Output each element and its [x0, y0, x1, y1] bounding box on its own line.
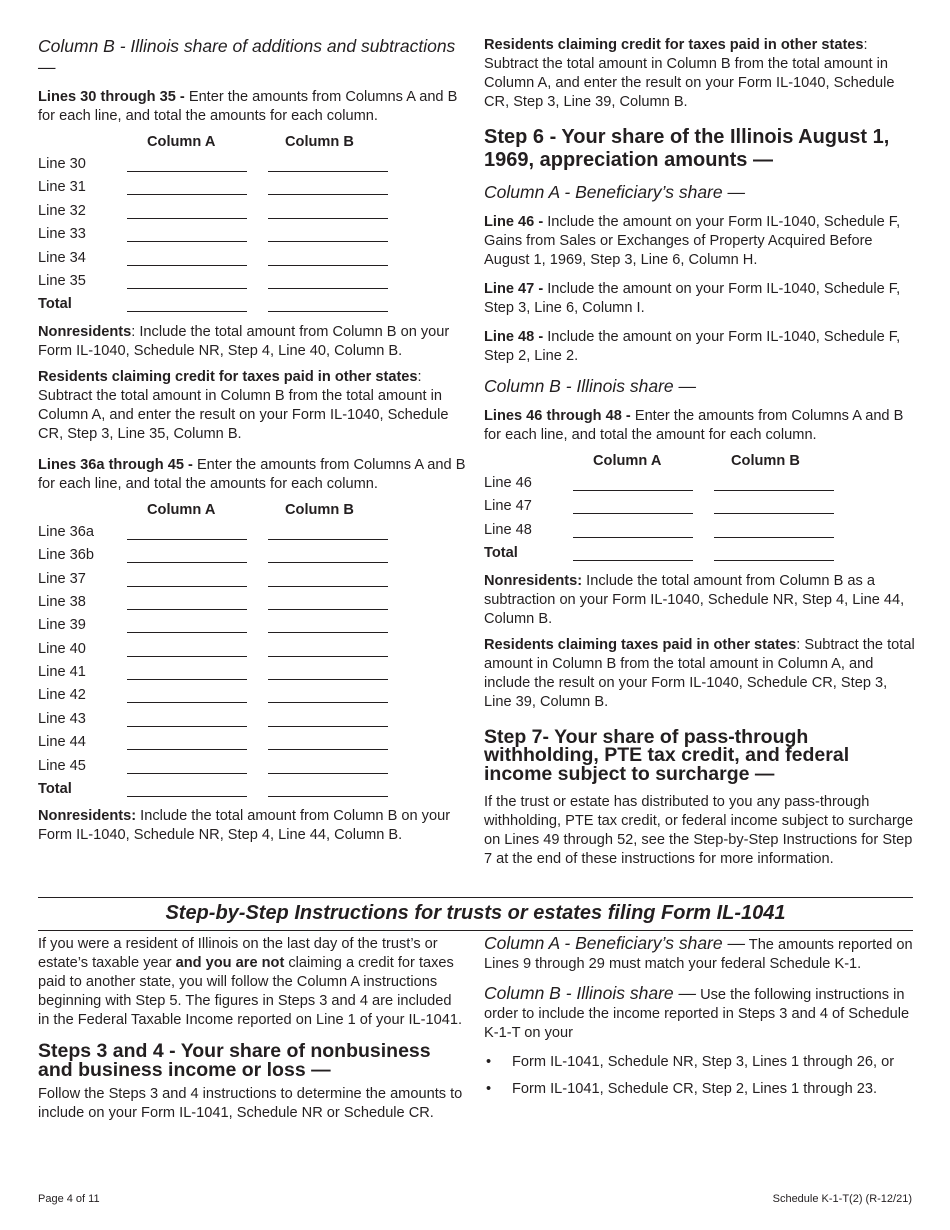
text: If you were a resident of Illinois on the last day of the trust’s or estate’s taxable year — [38, 936, 438, 971]
table-row — [484, 521, 916, 544]
text: Include the total amount from Column B on your Form IL-1040, Schedule NR, Step 4, Line 44, Column B. — [38, 808, 451, 844]
lines-30-35-instructions — [38, 88, 466, 126]
lead: Lines 30 through 35 - — [38, 89, 185, 105]
column-b-heading: Column B - Illinois share of additions and subtractions — — [38, 36, 456, 77]
line-label: Line 35 — [38, 272, 86, 289]
lead: Residents claiming credit for taxes paid in other states — [484, 37, 864, 53]
column-a-instructions — [484, 934, 916, 974]
line-label: Line 36a — [38, 523, 94, 540]
column-a-blank[interactable] — [127, 171, 247, 172]
section-title: Step-by-Step Instructions for trusts or estates filing Form IL-1041 — [38, 897, 913, 931]
column-a-blank[interactable] — [127, 218, 247, 219]
column-b-blank[interactable] — [268, 241, 388, 242]
table-row — [38, 225, 466, 248]
column-a-header: Column A — [593, 453, 662, 469]
lead: Nonresidents — [38, 323, 132, 340]
table-row — [38, 178, 466, 201]
text: The amounts reported on Lines 9 through 29 must match your federal Schedule K-1. — [484, 937, 913, 972]
emphasis: and you are not — [175, 955, 285, 971]
table-row — [38, 155, 466, 178]
residents-note — [38, 368, 466, 444]
text: : Subtract the total amount in Column B from the total amount in Column A, and enter the result on your Form IL-1040, Schedule CR, Step 3, Line 39, Column B. — [484, 37, 895, 110]
column-b-blank[interactable] — [268, 562, 388, 563]
column-a-blank[interactable] — [573, 490, 693, 491]
column-b-blank[interactable] — [268, 265, 388, 266]
table-header — [38, 133, 466, 155]
table-row — [38, 780, 466, 803]
column-a-blank[interactable] — [127, 656, 247, 657]
lead: Line 46 - — [484, 214, 544, 230]
line-label: Total — [38, 781, 72, 798]
step-6-heading: Step 6 - Your share of the Illinois August 1, 1969, appreciation amounts — — [484, 126, 890, 171]
line-label: Total — [484, 545, 518, 562]
line-label: Line 34 — [38, 249, 86, 266]
column-b-blank[interactable] — [268, 656, 388, 657]
list-item: • Form IL-1041, Schedule NR, Step 3, Lines 1 through 26, or — [484, 1053, 916, 1072]
table-row — [38, 616, 466, 639]
column-a-blank[interactable] — [127, 773, 247, 774]
text: Enter the amounts from Columns A and B for each line, and total the amount for each column. — [484, 408, 904, 443]
lead: Lines 46 through 48 - — [484, 408, 631, 424]
line-label: Total — [38, 296, 72, 313]
table-row — [38, 757, 466, 780]
table-row — [38, 733, 466, 756]
lead: Nonresidents: — [38, 808, 137, 825]
column-b-blank[interactable] — [714, 537, 834, 538]
table-row — [484, 474, 916, 497]
nonresidents-note — [38, 323, 466, 361]
column-a-heading: Column A - Beneficiary’s share — — [484, 182, 745, 202]
lead: Line 47 - — [484, 281, 544, 297]
table-row — [38, 523, 466, 546]
column-b-blank[interactable] — [268, 702, 388, 703]
lines-46-48-instructions — [484, 407, 916, 445]
column-a-blank[interactable] — [573, 513, 693, 514]
text: : Subtract the total amount in Column B from the total amount in Column A, and include the result on your Form IL-1040, Schedule CR, Step 3, Line 39, Column B. — [484, 636, 915, 710]
line-label: Line 38 — [38, 593, 86, 610]
line-label: Line 40 — [38, 640, 86, 657]
residents-note-2 — [484, 636, 916, 712]
column-b-blank[interactable] — [268, 218, 388, 219]
line-label: Line 48 — [484, 521, 532, 538]
bottom-right-column — [484, 934, 916, 1107]
table-row — [38, 295, 466, 318]
lines-30-35-table — [38, 133, 466, 319]
column-a-header: Column A — [147, 134, 216, 150]
step-7-heading: Step 7- Your share of pass-through withholding, PTE tax credit, and federal income subject to surcharge — — [484, 725, 850, 785]
right-column — [484, 36, 916, 876]
text: : Subtract the total amount in Column B from the total amount in Column A, and enter the result on your Form IL-1040, Schedule CR, Step 3, Line 35, Column B. — [38, 368, 449, 442]
column-b-blank[interactable] — [714, 490, 834, 491]
lines-46-48-table — [484, 452, 916, 568]
line-label: Line 33 — [38, 226, 86, 243]
nonresidents-note — [484, 572, 916, 629]
column-b-blank[interactable] — [268, 749, 388, 750]
column-a-blank[interactable] — [573, 537, 693, 538]
column-b-blank[interactable] — [268, 796, 388, 797]
line-46-instructions — [484, 213, 916, 270]
column-a-blank[interactable] — [127, 609, 247, 610]
text: Include the amount on your Form IL-1040, Schedule F, Gains from Sales or Exchanges of Property Acquired Before August 1, 1969, Step 3, Line 6, Column H. — [484, 214, 901, 268]
table-row — [38, 202, 466, 225]
intro-text — [38, 935, 463, 1030]
table-row — [38, 593, 466, 616]
form-identifier: Schedule K-1-T(2) (R-12/21) — [772, 1193, 912, 1205]
text: Enter the amounts from Columns A and B for each line, and total the amounts for each column. — [38, 456, 466, 492]
table-row — [484, 497, 916, 520]
table-row — [484, 544, 916, 567]
line-label: Line 44 — [38, 734, 86, 751]
column-b-blank[interactable] — [268, 726, 388, 727]
table-header — [38, 501, 466, 523]
table-row — [38, 272, 466, 295]
lead: Column B - Illinois share — — [484, 983, 697, 1003]
line-label: Line 47 — [484, 498, 532, 515]
column-a-blank[interactable] — [127, 194, 247, 195]
lead: Column A - Beneficiary’s share — — [484, 933, 745, 953]
column-a-blank[interactable] — [127, 241, 247, 242]
column-b-header: Column B — [285, 501, 354, 518]
text: : Include the total amount from Column B on your Form IL-1040, Schedule NR, Step 4, Line 40, Column B. — [38, 323, 450, 359]
text: Enter the amounts from Columns A and B for each line, and total the amounts for each column. — [38, 89, 458, 124]
line-label: Line 42 — [38, 687, 86, 704]
page-number: Page 4 of 11 — [38, 1193, 100, 1205]
residents-note — [484, 36, 916, 112]
column-a-blank[interactable] — [127, 539, 247, 540]
text: Use the following instructions in order to include the income reported in Steps 3 and 4 of Schedule K-1-T on your — [484, 987, 910, 1041]
column-b-blank[interactable] — [268, 194, 388, 195]
lead: Line 48 - — [484, 329, 544, 345]
line-label: Line 37 — [38, 570, 86, 587]
table-row — [38, 710, 466, 733]
column-b-blank[interactable] — [268, 171, 388, 172]
line-label: Line 39 — [38, 617, 86, 634]
text: Include the total amount from Column B as a subtraction on your Form IL-1040, Schedule NR, Step 4, Line 44, Column B. — [484, 572, 905, 627]
lead: Residents claiming credit for taxes paid in other states — [38, 368, 418, 385]
lead: Lines 36a through 45 - — [38, 456, 193, 473]
column-b-blank[interactable] — [268, 632, 388, 633]
nonresidents-note-2 — [38, 807, 466, 845]
line-label: Line 31 — [38, 179, 86, 196]
text: claiming a credit for taxes paid to another state, you will follow the Column A instructions beginning with Step 5. The figures in Steps 3 and 4 are included in the Federal Taxable Income reported on Line 1 of your IL-1041. — [38, 955, 463, 1028]
line-label: Line 36b — [38, 547, 94, 564]
column-b-instructions — [484, 984, 916, 1043]
column-a-blank[interactable] — [127, 702, 247, 703]
lead: Residents claiming taxes paid in other states — [484, 636, 797, 653]
table-row — [38, 640, 466, 663]
table-row — [38, 663, 466, 686]
column-a-blank[interactable] — [127, 749, 247, 750]
text: Include the amount on your Form IL-1040, Schedule F, Step 3, Line 6, Column I. — [484, 281, 901, 316]
line-label: Line 45 — [38, 757, 86, 774]
column-b-header: Column B — [731, 453, 800, 469]
list-item: • Form IL-1041, Schedule CR, Step 2, Lines 1 through 23. — [484, 1080, 916, 1099]
column-b-header: Column B — [285, 134, 354, 150]
lead: Nonresidents: — [484, 572, 583, 589]
steps-3-4-text: Follow the Steps 3 and 4 instructions to determine the amounts to include on your Form IL-1041, Schedule NR or Schedule CR. — [38, 1086, 463, 1121]
table-row — [38, 249, 466, 272]
column-a-blank[interactable] — [127, 796, 247, 797]
column-a-blank[interactable] — [127, 679, 247, 680]
column-b-blank[interactable] — [268, 679, 388, 680]
line-47-instructions — [484, 280, 916, 318]
column-b-blank[interactable] — [268, 311, 388, 312]
table-header — [484, 452, 916, 474]
table-row — [38, 546, 466, 569]
column-b-blank[interactable] — [714, 560, 834, 561]
line-label: Line 43 — [38, 710, 86, 727]
lines-36a-45-instructions — [38, 456, 466, 494]
column-a-blank[interactable] — [127, 562, 247, 563]
lines-36a-45-table — [38, 501, 466, 804]
table-row — [38, 570, 466, 593]
column-a-blank[interactable] — [127, 265, 247, 266]
column-a-blank[interactable] — [127, 726, 247, 727]
line-label: Line 30 — [38, 156, 86, 172]
text: Include the amount on your Form IL-1040, Schedule F, Step 2, Line 2. — [484, 329, 901, 364]
column-a-blank[interactable] — [573, 560, 693, 561]
column-b-blank[interactable] — [268, 773, 388, 774]
line-label: Line 32 — [38, 202, 86, 219]
column-b-blank[interactable] — [268, 288, 388, 289]
column-a-blank[interactable] — [127, 586, 247, 587]
column-a-blank[interactable] — [127, 311, 247, 312]
column-b-blank[interactable] — [268, 609, 388, 610]
line-label: Line 46 — [484, 475, 532, 491]
column-b-heading: Column B - Illinois share — — [484, 376, 697, 396]
column-a-blank[interactable] — [127, 288, 247, 289]
form-list — [484, 1053, 916, 1099]
column-b-blank[interactable] — [714, 513, 834, 514]
column-b-blank[interactable] — [268, 586, 388, 587]
left-column — [38, 36, 466, 852]
line-label: Line 41 — [38, 664, 86, 681]
column-b-blank[interactable] — [268, 539, 388, 540]
column-a-blank[interactable] — [127, 632, 247, 633]
step-7-text: If the trust or estate has distributed to you any pass-through withholding, PTE tax credit, or federal income subject to surcharge on Lines 49 through 52, see the Step-by-Step Instructions for Step 7 at the end of these instructions for more information. — [484, 794, 914, 868]
steps-3-4-heading: Steps 3 and 4 - Your share of nonbusiness and business income or loss — — [38, 1040, 431, 1081]
bottom-left-column — [38, 935, 463, 1130]
line-48-instructions — [484, 328, 916, 366]
table-row — [38, 686, 466, 709]
column-a-header: Column A — [147, 501, 216, 518]
